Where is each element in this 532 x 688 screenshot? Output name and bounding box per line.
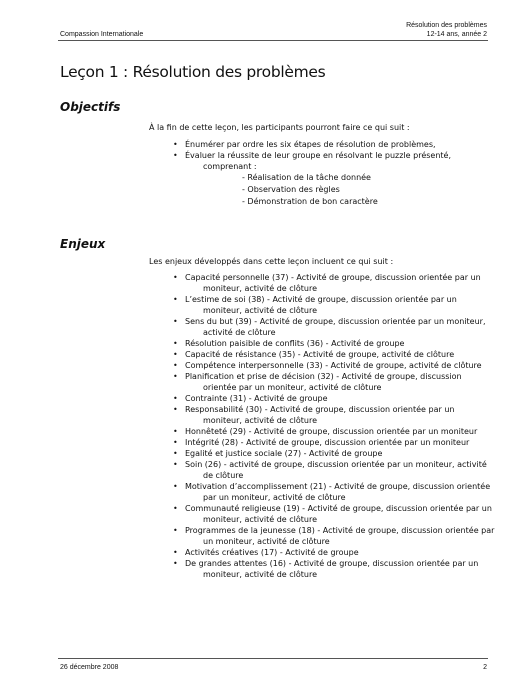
header-course-title: Résolution des problèmes — [406, 22, 487, 29]
list-item-text: Planification et prise de décision (32) - Activité de groupe, discussion — [185, 372, 462, 381]
header-divider — [58, 40, 488, 41]
header-course-info — [406, 21, 487, 39]
list-item-text: Contrainte (31) - Activité de groupe — [185, 394, 328, 403]
list-item-text: Egalité et justice sociale (27) - Activité de groupe — [185, 449, 383, 458]
enjeux-intro: Les enjeux développés dans cette leçon incluent ce qui suit : — [149, 257, 394, 266]
objectif-sub-item: - Réalisation de la tâche donnée — [242, 173, 371, 182]
list-item — [171, 525, 501, 547]
list-item — [171, 139, 501, 150]
list-item-text: Responsabilité (30) - Activité de groupe, discussion orientée par un — [185, 405, 455, 414]
footer-page-number: 2 — [483, 664, 487, 671]
list-item — [171, 338, 501, 349]
list-item-text: Sens du but (39) - Activité de groupe, discussion orientée par un moniteur, — [185, 317, 486, 326]
list-item-text: L’estime de soi (38) - Activité de groupe, discussion orientée par un — [185, 295, 457, 304]
list-item-continuation: de clôture — [203, 471, 244, 480]
footer-date: 26 décembre 2008 — [60, 664, 119, 671]
list-item-text: Activités créatives (17) - Activité de groupe — [185, 548, 359, 557]
list-item-text: Capacité de résistance (35) - Activité de groupe, activité de clôture — [185, 350, 455, 359]
list-item — [171, 503, 501, 525]
list-item-text: Capacité personnelle (37) - Activité de groupe, discussion orientée par un — [185, 273, 481, 282]
list-item-continuation: un moniteur, activité de clôture — [203, 537, 330, 546]
list-item — [171, 459, 501, 481]
list-item-text: Énumérer par ordre les six étapes de résolution de problèmes, — [185, 140, 436, 149]
header-course-level: 12-14 ans, année 2 — [426, 31, 487, 38]
list-item — [171, 371, 501, 393]
section-heading-enjeux: Enjeux — [60, 237, 106, 251]
list-item — [171, 404, 501, 426]
list-item — [171, 360, 501, 371]
objectifs-list — [171, 139, 501, 208]
list-item-continuation: moniteur, activité de clôture — [203, 284, 318, 293]
list-item-continuation: orientée par un moniteur, activité de clôture — [203, 383, 382, 392]
list-item-continuation: moniteur, activité de clôture — [203, 306, 318, 315]
list-item-continuation: activité de clôture — [203, 328, 276, 337]
enjeux-list — [171, 272, 501, 580]
list-item — [171, 558, 501, 580]
list-item-text: Programmes de la jeunesse (18) - Activité de groupe, discussion orientée par — [185, 526, 495, 535]
header-organization: Compassion Internationale — [60, 31, 144, 38]
section-heading-objectifs: Objectifs — [60, 100, 121, 114]
list-item-text: Communauté religieuse (19) - Activité de groupe, discussion orientée par un — [185, 504, 492, 513]
list-item-text: De grandes attentes (16) - Activité de groupe, discussion orientée par un — [185, 559, 479, 568]
list-item — [171, 150, 501, 208]
list-item — [171, 448, 501, 459]
objectifs-intro: À la fin de cette leçon, les participants pourront faire ce qui suit : — [149, 123, 410, 132]
list-item-continuation: moniteur, activité de clôture — [203, 570, 318, 579]
list-item — [171, 547, 501, 558]
list-item — [171, 393, 501, 404]
list-item — [171, 426, 501, 437]
list-item-continuation: par un moniteur, activité de clôture — [203, 493, 346, 502]
list-item-text: Motivation d’accomplissement (21) - Activité de groupe, discussion orientée — [185, 482, 491, 491]
objectif-sub-item: - Observation des règles — [242, 185, 340, 194]
list-item-text: Intégrité (28) - Activité de groupe, discussion orientée par un moniteur — [185, 438, 470, 447]
list-item — [171, 294, 501, 316]
list-item-continuation: moniteur, activité de clôture — [203, 416, 318, 425]
list-item — [171, 349, 501, 360]
list-item — [171, 481, 501, 503]
list-item-text: Évaluer la réussite de leur groupe en résolvant le puzzle présenté, — [185, 151, 451, 160]
list-item — [171, 437, 501, 448]
footer-divider — [58, 658, 488, 659]
objectif-sub-item: - Démonstration de bon caractère — [242, 197, 378, 206]
list-item-text: Résolution paisible de conflits (36) - Activité de groupe — [185, 339, 405, 348]
list-item-continuation: comprenant : — [203, 162, 257, 171]
list-item-continuation: moniteur, activité de clôture — [203, 515, 318, 524]
list-item — [171, 272, 501, 294]
list-item-text: Honnêteté (29) - Activité de groupe, discussion orientée par un moniteur — [185, 427, 478, 436]
list-item-text: Compétence interpersonnelle (33) - Activité de groupe, activité de clôture — [185, 361, 482, 370]
list-item-text: Soin (26) - activité de groupe, discussion orientée par un moniteur, activité — [185, 460, 487, 469]
list-item — [171, 316, 501, 338]
lesson-title: Leçon 1 : Résolution des problèmes — [60, 63, 326, 81]
